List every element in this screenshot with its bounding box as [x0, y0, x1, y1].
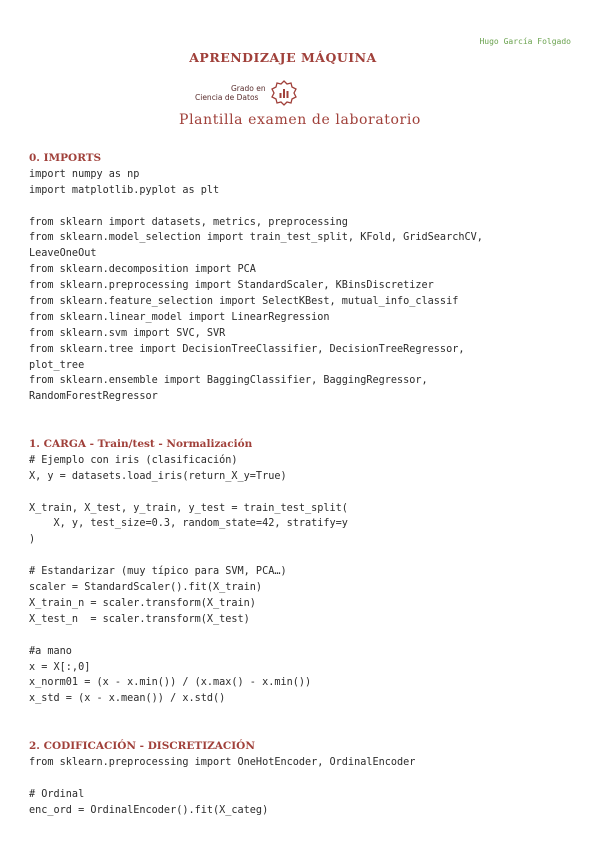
section-heading: 1. CARGA - Train/test - Normalización [29, 438, 253, 451]
code-line: ) [29, 534, 36, 546]
section-heading: 2. CODIFICACIÓN - DISCRETIZACIÓN [29, 739, 255, 752]
code-line: from sklearn.svm import SVC, SVR [29, 327, 226, 339]
code-line: from sklearn.ensemble import BaggingClassifier, BaggingRegressor, [29, 375, 428, 387]
code-line: # Ejemplo con iris (clasificación) [29, 454, 238, 466]
logo-text [195, 84, 266, 102]
blank-line [29, 485, 589, 501]
code-line: import matplotlib.pyplot as plt [29, 184, 220, 196]
code-line: x_std = (x - x.mean()) / x.std() [29, 693, 226, 705]
blank-line [29, 628, 589, 644]
code-line: X, y = datasets.load_iris(return_X_y=True) [29, 470, 287, 482]
section-heading: 0. IMPORTS [29, 152, 102, 164]
blank-line [29, 405, 589, 421]
document-title: APRENDIZAJE MÁQUINA [189, 50, 377, 65]
code-line: x_norm01 = (x - x.min()) / (x.max() - x.min()) [29, 677, 312, 689]
code-line: # Estandarizar (muy típico para SVM, PCA…) [29, 566, 287, 578]
code-line: #a mano [29, 645, 72, 657]
logo-line2: Ciencia de Datos [195, 93, 259, 102]
blank-line [29, 771, 589, 787]
code-listing [29, 151, 589, 818]
code-line: X_train, X_test, y_train, y_test = train_test_split( [29, 502, 348, 514]
data-chart-logo-icon [269, 79, 299, 107]
code-line: scaler = StandardScaler().fit(X_train) [29, 582, 263, 594]
code-line: import numpy as np [29, 168, 140, 180]
blank-line [29, 199, 589, 215]
code-line: # Ordinal [29, 788, 85, 800]
code-line: plot_tree [29, 359, 85, 371]
code-line: RandomForestRegressor [29, 391, 158, 403]
code-line: from sklearn.decomposition import PCA [29, 264, 256, 276]
logo-line1: Grado en [231, 84, 266, 93]
code-line: from sklearn.tree import DecisionTreeClassifier, DecisionTreeRegressor, [29, 343, 465, 355]
code-line: X_train_n = scaler.transform(X_train) [29, 597, 256, 609]
blank-line [29, 421, 589, 437]
author-name: Hugo García Folgado [479, 37, 571, 46]
blank-line [29, 548, 589, 564]
code-line: from sklearn.preprocessing import StandardScaler, KBinsDiscretizer [29, 280, 434, 292]
code-line: LeaveOneOut [29, 248, 97, 260]
code-line: from sklearn import datasets, metrics, preprocessing [29, 216, 348, 228]
code-line: from sklearn.feature_selection import SelectKBest, mutual_info_classif [29, 296, 459, 308]
code-line: enc_ord = OrdinalEncoder().fit(X_categ) [29, 804, 269, 816]
code-line: from sklearn.preprocessing import OneHotEncoder, OrdinalEncoder [29, 756, 416, 768]
code-line: from sklearn.linear_model import LinearRegression [29, 311, 330, 323]
document-subtitle: Plantilla examen de laboratorio [179, 112, 421, 128]
blank-line [29, 707, 589, 723]
code-line: x = X[:,0] [29, 661, 91, 673]
logo [195, 78, 299, 108]
code-line: from sklearn.model_selection import train_test_split, KFold, GridSearchCV, [29, 232, 483, 244]
blank-line [29, 723, 589, 739]
code-line: X, y, test_size=0.3, random_state=42, stratify=y [29, 518, 348, 530]
code-line: X_test_n = scaler.transform(X_test) [29, 613, 250, 625]
